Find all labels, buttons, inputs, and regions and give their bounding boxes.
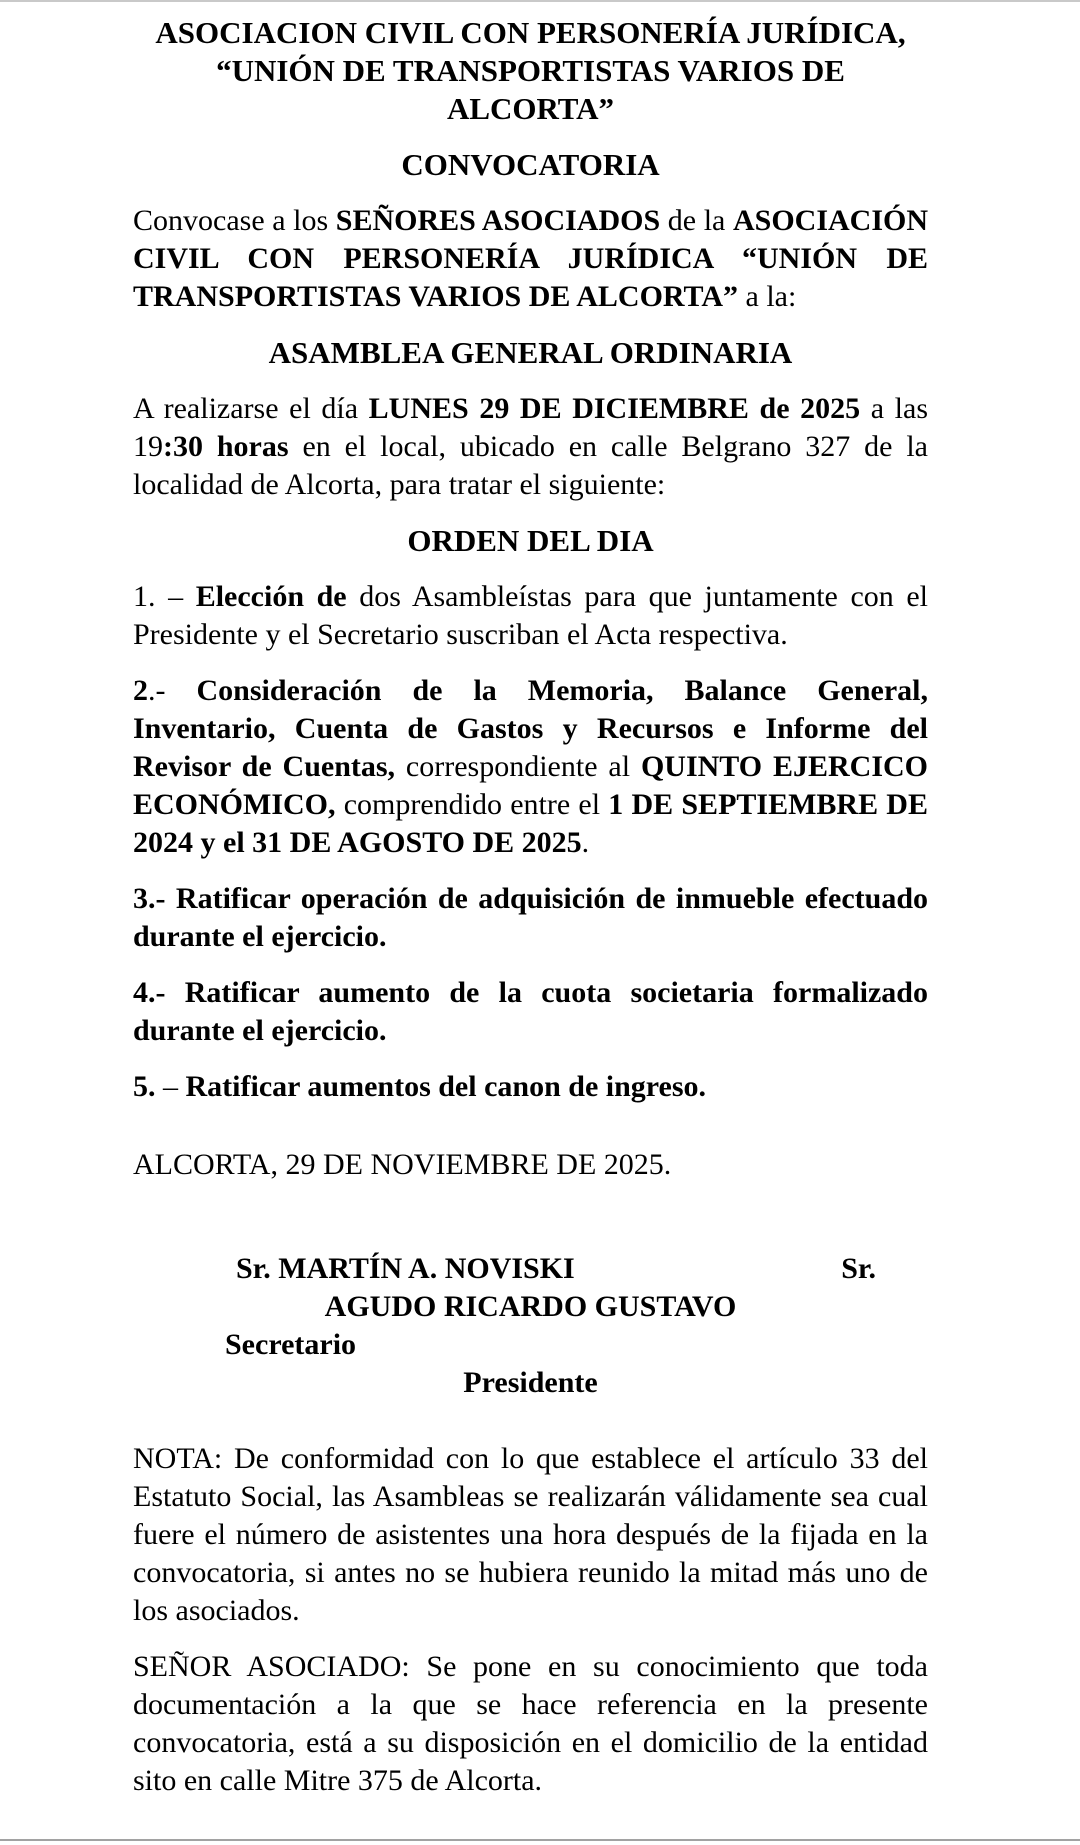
orden-item-1: 1. – Elección de dos Asambleístas para que juntamente con el Presidente y el Secretario suscriban el Acta respectiva. bbox=[133, 580, 929, 651]
date-line: ALCORTA, 29 DE NOVIEMBRE DE 2025. bbox=[133, 1148, 672, 1181]
orden-item-2: 2.- Consideración de la Memoria, Balance General, Inventario, Cuenta de Gastos y Recursos e Informe del Revisor de Cuentas, correspondiente al QUINTO EJERCICO ECONÓMICO, comprendido entre el 1 DE SEPTIEMBRE DE 2024 y el 31 DE AGOSTO DE 2025. bbox=[133, 674, 928, 859]
document-title bbox=[133, 14, 928, 128]
orden-item-3: 3.- Ratificar operación de adquisición de inmueble efectuado durante el ejercicio. bbox=[133, 882, 928, 953]
heading-orden-del-dia: ORDEN DEL DIA bbox=[407, 523, 654, 558]
signer-name-presidente: AGUDO RICARDO GUSTAVO bbox=[324, 1290, 737, 1323]
orden-item-4: 4.- Ratificar aumento de la cuota societaria formalizado durante el ejercicio. bbox=[133, 976, 928, 1047]
paragraph-nota: NOTA: De conformidad con lo que establece el artículo 33 del Estatuto Social, las Asambleas se realizarán válidamente sea cual fuere el número de asistentes una hora después de la fijada en la convocatoria, si antes no se hubiera reunido la mitad más uno de los asociados. bbox=[133, 1442, 928, 1627]
document-content bbox=[133, 14, 928, 1800]
title-line-1: ASOCIACION CIVIL CON PERSONERÍA JURÍDICA, bbox=[155, 15, 906, 50]
signer-name-secretario: Sr. MARTÍN A. NOVISKI bbox=[236, 1252, 575, 1285]
page-top-edge-line bbox=[0, 0, 1080, 2]
paragraph-realizarse: A realizarse el día LUNES 29 DE DICIEMBRE de 2025 a las 19:30 horas en el local, ubicado en calle Belgrano 327 de la localidad de Alcorta, para tratar el siguiente: bbox=[133, 392, 929, 501]
title-line-3: ALCORTA” bbox=[446, 91, 615, 126]
signature-role-presidente: Presidente bbox=[463, 1366, 598, 1399]
signer-prefix-presidente: Sr. bbox=[841, 1252, 876, 1285]
signature-line-1 bbox=[236, 1250, 876, 1288]
orden-item-5: 5. – Ratificar aumentos del canon de ingreso. bbox=[133, 1070, 707, 1103]
signature-role-secretario: Secretario bbox=[225, 1328, 357, 1361]
title-line-2: “UNIÓN DE TRANSPORTISTAS VARIOS DE bbox=[216, 53, 845, 88]
signature-block bbox=[133, 1250, 928, 1402]
page-bottom-edge-line bbox=[0, 1839, 1080, 1841]
paragraph-senor-asociado: SEÑOR ASOCIADO: Se pone en su conocimiento que toda documentación a la que se hace referencia en la presente convocatoria, está a su disposición en el domicilio de la entidad sito en calle Mitre 375 de Alcorta. bbox=[133, 1650, 928, 1797]
paragraph-convocase: Convocase a los SEÑORES ASOCIADOS de la ASOCIACIÓN CIVIL CON PERSONERÍA JURÍDICA “UNIÓN DE TRANSPORTISTAS VARIOS DE ALCORTA” a la: bbox=[133, 204, 928, 313]
heading-convocatoria: CONVOCATORIA bbox=[401, 147, 660, 182]
heading-asamblea-general-ordinaria: ASAMBLEA GENERAL ORDINARIA bbox=[268, 335, 793, 370]
